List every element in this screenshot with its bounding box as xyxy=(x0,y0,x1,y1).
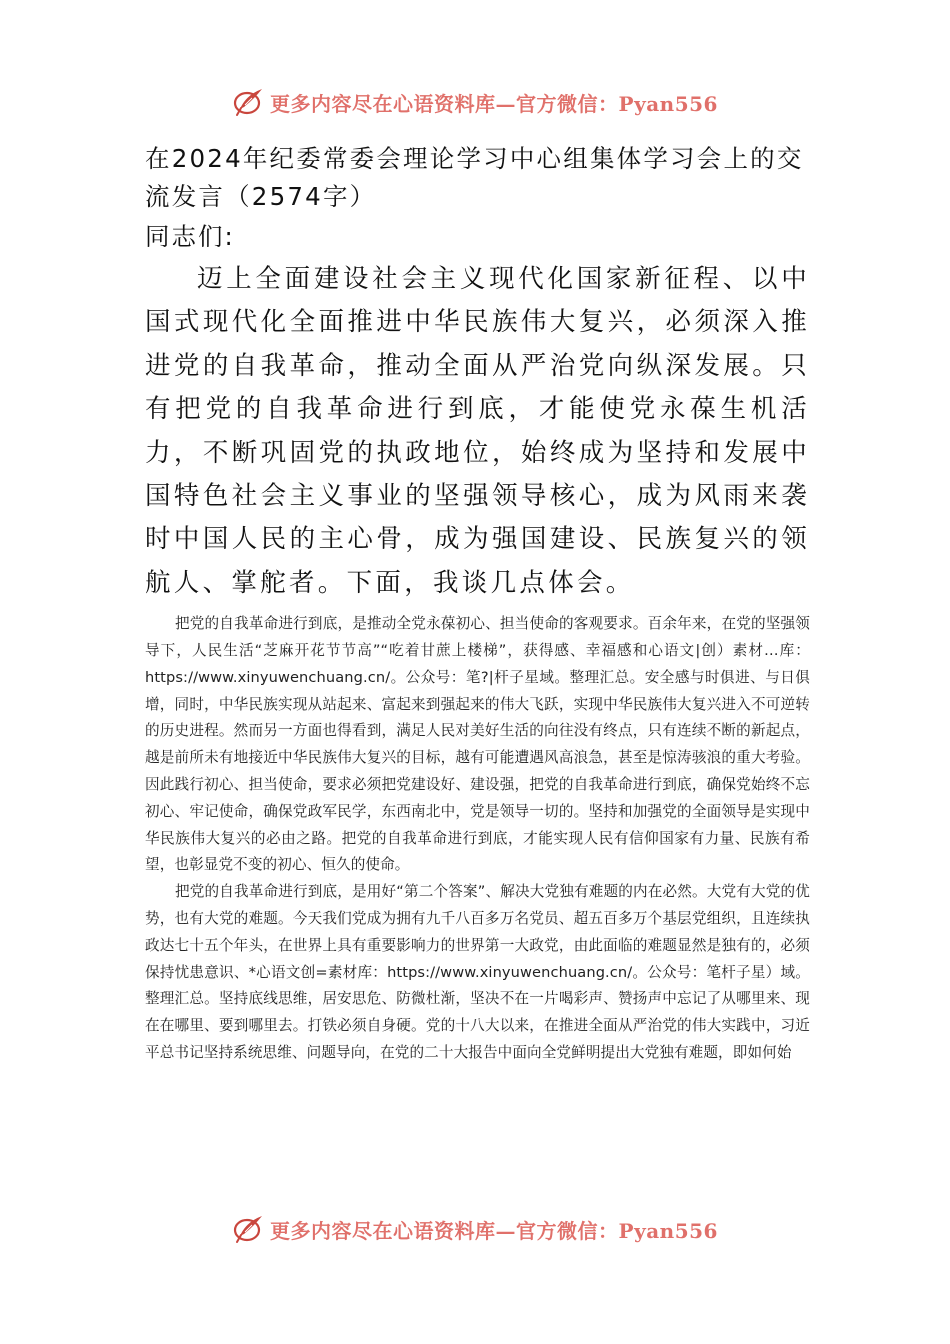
footer-banner xyxy=(0,1209,950,1249)
greeting: 同志们: xyxy=(145,222,235,251)
document-body xyxy=(145,140,810,1067)
header-banner xyxy=(0,82,950,122)
intro-paragraph: 迈上全面建设社会主义现代化国家新征程、以中国式现代化全面推进中华民族伟大复兴，必须深入推进党的自我革命，推动全面从严治党向纵深发展。只有把党的自我革命进行到底，才能使党永葆生机活力，不断巩固党的执政地位，始终成为坚持和发展中国特色社会主义事业的坚强领导核心，成为风雨来袭时中国人民的主心骨，成为强国建设、民族复兴的领航人、掌舵者。下面，我谈几点体会。 xyxy=(145,264,810,598)
header-banner-text: 更多内容尽在心语资料库—官方微信：Pyan556 xyxy=(270,91,718,116)
body-paragraph: 把党的自我革命进行到底，是用好“第二个答案”、解决大党独有难题的内在必然。大党有大党的优势，也有大党的难题。今天我们党成为拥有九千八百多万名党员、超五百多万个基层党组织，且连续执政达七十五个年头，在世界上具有重要影响力的世界第一大政党，由此面临的难题显然是独有的，必须保持忧患意识、*心语文创=素材库：https://www.xinyuwenchuang.cn/。公众号：笔杆子星）域。整理汇总。坚持底线思维，居安思危、防微杜渐，坚决不在一片喝彩声、赞扬声中忘记了从哪里来、现在在哪里、要到哪里去。打铁必须自身硬。党的十八大以来，在推进全面从严治党的伟大实践中，习近平总书记坚持系统思维、问题导向，在党的二十大报告中面向全党鲜明提出大党独有难题，即如何始 xyxy=(145,883,810,1061)
footer-banner-text: 更多内容尽在心语资料库—官方微信：Pyan556 xyxy=(270,1218,718,1243)
document-title: 在2024年纪委常委会理论学习中心组集体学习会上的交流发言（2574字） xyxy=(145,144,804,211)
body-paragraph: 把党的自我革命进行到底，是推动全党永葆初心、担当使命的客观要求。百余年来，在党的坚强领导下，人民生活“芝麻开花节节高”“吃着甘蔗上楼梯”，获得感、幸福感和心语文|创）素材…库：https://www.xinyuwenchuang.cn/。公众号：笔?|杆子星域。整理汇总。安全感与时俱进、与日俱增，同时，中华民族实现从站起来、富起来到强起来的伟大飞跃，实现中华民族伟大复兴进入不可逆转的历史进程。然而另一方面也得看到，满足人民对美好生活的向往没有终点，只有连续不断的新起点，越是前所未有地接近中华民族伟大复兴的目标，越有可能遭遇风高浪急，甚至是惊涛骇浪的重大考验。因此践行初心、担当使命，要求必须把党建设好、建设强，把党的自我革命进行到底，确保党始终不忘初心、牢记使命，确保党政军民学，东西南北中，党是领导一切的。坚持和加强党的全面领导是实现中华民族伟大复兴的必由之路。把党的自我革命进行到底，才能实现人民有信仰国家有力量、民族有希望，也彰显党不变的初心、恒久的使命。 xyxy=(145,615,810,874)
quill-pen-icon xyxy=(232,1212,266,1246)
quill-pen-icon xyxy=(232,85,266,119)
